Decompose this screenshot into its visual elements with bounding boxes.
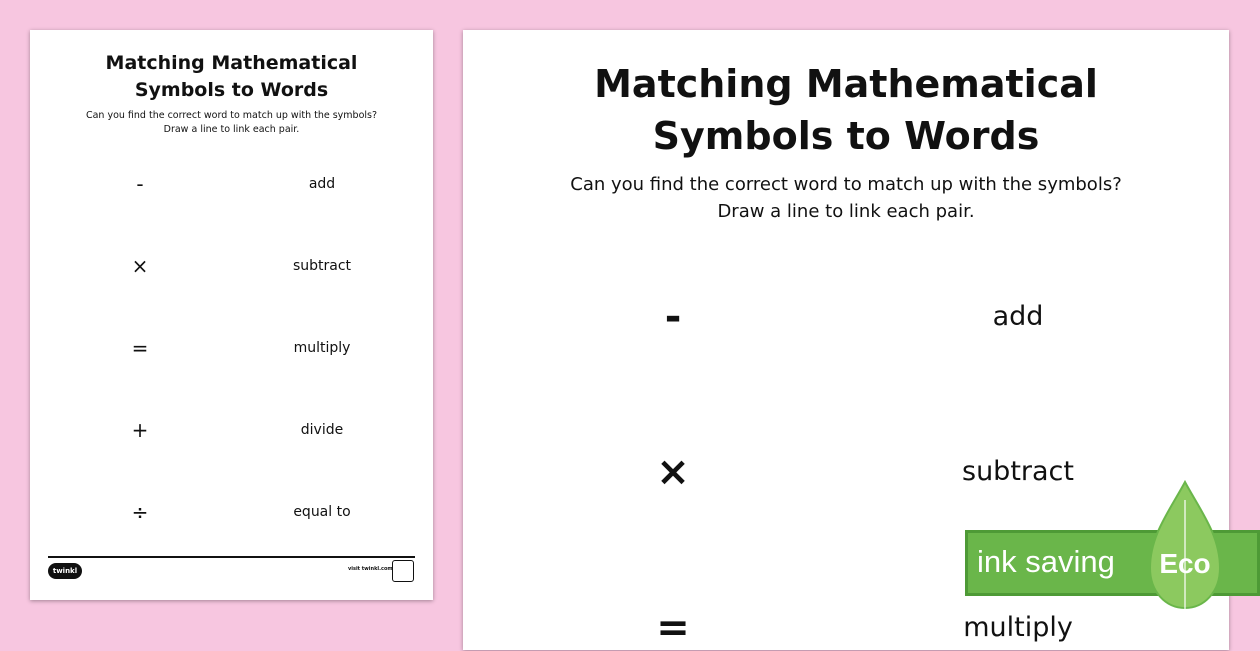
subtitle-line-2: Draw a line to link each pair.: [717, 201, 975, 222]
word-subtract: subtract: [962, 456, 1074, 487]
word-add: add: [308, 176, 336, 192]
worksheet-thumbnail[interactable]: [30, 30, 433, 600]
ink-saving-label: ink saving: [977, 544, 1115, 579]
title-line-1: Matching Mathematical: [105, 52, 358, 74]
word-equal-to: equal to: [293, 504, 351, 520]
match-row: [30, 336, 433, 360]
preview-title: [463, 58, 1229, 162]
symbol-equals: =: [131, 336, 149, 360]
word-multiply: multiply: [963, 612, 1073, 643]
word-subtract: subtract: [292, 258, 352, 274]
symbol-equals: =: [656, 605, 690, 651]
title-line-1: Matching Mathematical: [594, 62, 1098, 106]
footer-divider: [48, 556, 415, 558]
word-add: add: [992, 301, 1044, 332]
quality-badge-icon: [392, 560, 414, 582]
thumbnail-title: [30, 50, 433, 104]
symbol-times: ×: [656, 449, 690, 495]
title-line-2: Symbols to Words: [652, 114, 1040, 158]
preview-subtitle: [463, 171, 1229, 225]
match-row: [463, 294, 1229, 340]
subtitle-line-1: Can you find the correct word to match up with the symbols?: [570, 174, 1122, 195]
title-line-2: Symbols to Words: [134, 79, 329, 101]
match-row: [30, 254, 433, 278]
symbol-minus: -: [136, 172, 144, 196]
symbol-minus: -: [664, 294, 682, 340]
eco-label: Eco: [1159, 548, 1211, 579]
subtitle-line-1: Can you find the correct word to match up with the symbols?: [85, 110, 378, 121]
word-multiply: multiply: [293, 340, 351, 356]
thumbnail-subtitle: [30, 109, 433, 137]
match-row: [30, 172, 433, 196]
symbol-plus: +: [131, 418, 149, 442]
match-row: [30, 500, 433, 524]
subtitle-line-2: Draw a line to link each pair.: [163, 124, 300, 135]
match-row: [30, 418, 433, 442]
ink-saving-eco-badge: [965, 480, 1260, 630]
twinkl-logo: twinkl: [48, 563, 82, 579]
visit-text: visit twinkl.com: [348, 566, 393, 572]
word-divide: divide: [300, 422, 344, 438]
symbol-divide: ÷: [131, 500, 149, 524]
symbol-times: ×: [131, 254, 149, 278]
